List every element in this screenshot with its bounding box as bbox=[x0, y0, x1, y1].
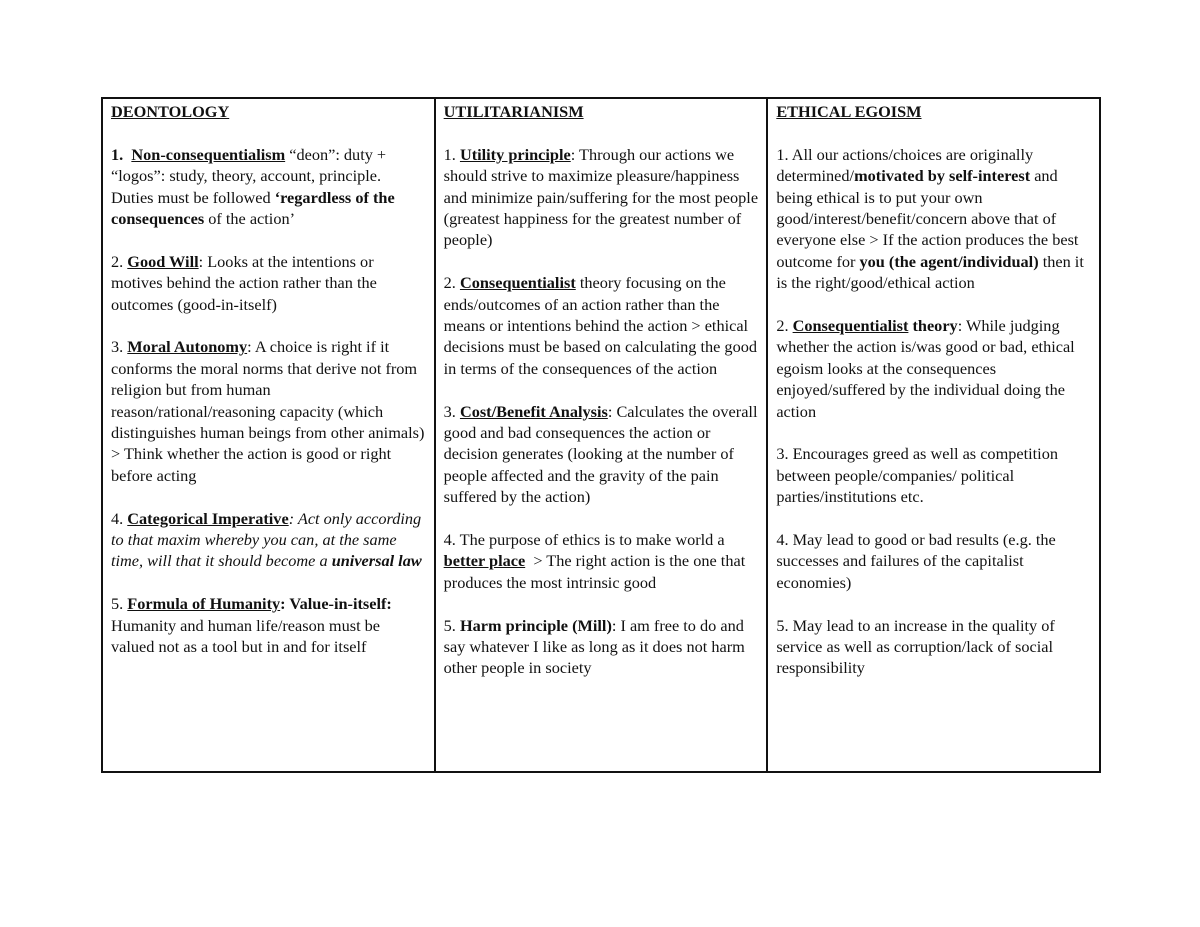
term: Categorical Imperative bbox=[127, 508, 289, 528]
list-item: 3. Moral Autonomy: A choice is right if it conforms the moral norms that derive not from religion but from human reason/rational/reasoning capacity (which distinguishes human beings from other animals) > Think whether the action is good or right before acting bbox=[111, 337, 425, 485]
egoism-column bbox=[767, 98, 1100, 772]
list-item: 1. Non-consequentialism “deon”: duty + “logos”: study, theory, account, principle. Duties must be followed ‘regardless of the consequences of the action’ bbox=[111, 144, 395, 229]
list-item: 1. All our actions/choices are originally determined/motivated by self-interest and being ethical is to put your own good/interest/benefit/concern above that of everyone else > If the action produces the best outcome for you (the agent/individual) then it is the right/good/ethical action bbox=[776, 144, 1084, 293]
list-item: 5. Formula of Humanity: Value-in-itself: Humanity and human life/reason must be valued not as a tool but in and for itself bbox=[111, 594, 392, 657]
term: Moral Autonomy bbox=[127, 337, 248, 357]
column-header: DEONTOLOGY bbox=[111, 102, 230, 121]
list-item: 4. May lead to good or bad results (e.g. the successes and failures of the capitalist economies) bbox=[776, 530, 1056, 592]
term: Harm principle (Mill) bbox=[459, 615, 612, 635]
list-item: 2. Consequentialist theory focusing on the ends/outcomes of an action rather than the means or intentions behind the action > ethical decisions must be based on calculating the good in terms of the consequences of the action bbox=[443, 273, 757, 378]
list-item: 3. Cost/Benefit Analysis: Calculates the overall good and bad consequences the action or decision generates (looking at the number of people affected and the gravity of the pain suffered by the action) bbox=[443, 401, 758, 507]
ethics-comparison-table bbox=[101, 97, 1101, 773]
term: Consequentialist bbox=[792, 316, 909, 336]
term: Utility principle bbox=[459, 144, 571, 164]
list-item: 5. May lead to an increase in the quality of service as well as corruption/lack of social responsibility bbox=[776, 615, 1055, 678]
list-item: 2. Consequentialist theory: While judging whether the action is/was good or bad, ethical egoism looks at the consequences enjoyed/suffered by the individual doing the action bbox=[776, 316, 1075, 421]
list-item: 3. Encourages greed as well as competition between people/companies/ political parties/institutions etc. bbox=[776, 444, 1058, 507]
term: Consequentialist bbox=[459, 273, 576, 293]
term: Non-consequentialism bbox=[131, 144, 286, 164]
table-row bbox=[102, 98, 1100, 772]
term: better place bbox=[443, 551, 526, 571]
column-header: ETHICAL EGOISM bbox=[776, 102, 922, 121]
column-header: UTILITARIANISM bbox=[443, 102, 584, 121]
list-item: 4. The purpose of ethics is to make world a better place > The right action is the one that produces the most intrinsic good bbox=[443, 530, 750, 592]
term: Cost/Benefit Analysis bbox=[459, 401, 608, 421]
list-item: 4. Categorical Imperative: Act only according to that maxim whereby you can, at the same time, will that it should become a universal law bbox=[111, 508, 422, 571]
list-item: 1. Utility principle: Through our actions we should strive to maximize pleasure/happiness and minimize pain/suffering for the most people (greatest happiness for the greatest number of people) bbox=[443, 144, 759, 250]
term: Good Will bbox=[127, 251, 199, 271]
deontology-column bbox=[102, 98, 435, 772]
utilitarianism-column bbox=[435, 98, 768, 772]
list-item: 5. Harm principle (Mill): I am free to do and say whatever I like as long as it does not harm other people in society bbox=[443, 615, 745, 678]
term: Formula of Humanity bbox=[127, 594, 281, 614]
list-item: 2. Good Will: Looks at the intentions or motives behind the action rather than the outcomes (good-in-itself) bbox=[111, 251, 377, 314]
